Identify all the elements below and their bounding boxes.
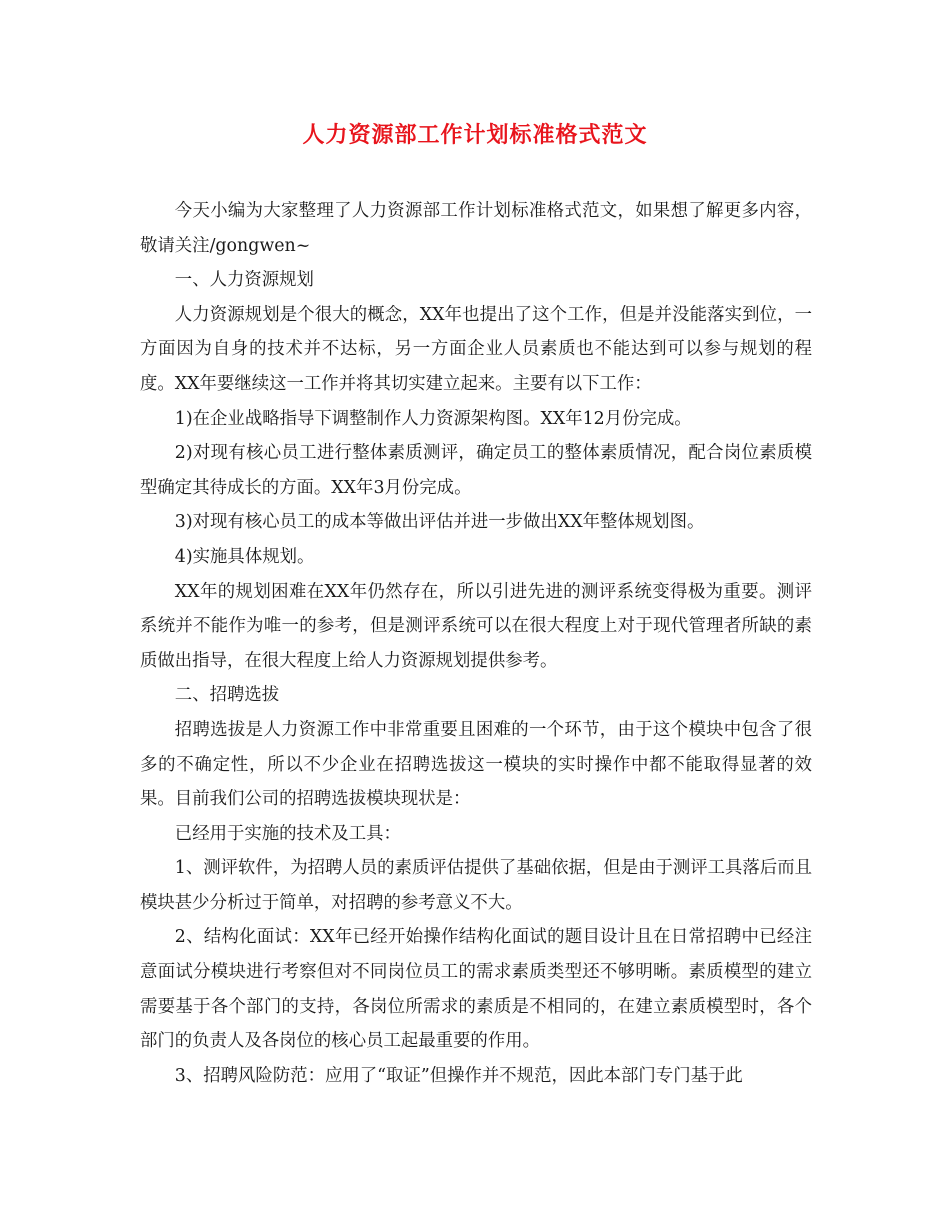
body-paragraph: XX年的规划困难在XX年仍然存在，所以引进先进的测评系统变得极为重要。测评系统并不能作为唯一的参考，但是测评系统可以在很大程度上对于现代管理者所缺的素质做出指导，在很大程度上给人力资源规划提供参考。 — [140, 581, 812, 671]
intro-paragraph: 今天小编为大家整理了人力资源部工作计划标准格式范文，如果想了解更多内容，敬请关注/gongwen~ — [140, 201, 812, 256]
section-heading-recruitment: 二、招聘选拔 — [174, 685, 280, 706]
document-title: 人力资源部工作计划标准格式范文 — [302, 122, 648, 148]
document-body — [140, 194, 812, 1093]
body-paragraph: 人力资源规划是个很大的概念，XX年也提出了这个工作，但是并没能落实到位，一方面因为自身的技术并不达标，另一方面企业人员素质也不能达到可以参与规划的程度。XX年要继续这一工作并将其切实建立起来。主要有以下工作： — [140, 304, 812, 394]
list-item: 2)对现有核心员工进行整体素质测评，确定员工的整体素质情况，配合岗位素质模型确定其待成长的方面。XX年3月份完成。 — [140, 443, 812, 498]
list-item: 1)在企业战略指导下调整制作人力资源架构图。XX年12月份完成。 — [174, 408, 692, 429]
body-paragraph: 招聘选拔是人力资源工作中非常重要且困难的一个环节，由于这个模块中包含了很多的不确定性，所以不少企业在招聘选拔这一模块的实时操作中都不能取得显著的效果。目前我们公司的招聘选拔模块现状是： — [140, 719, 812, 810]
list-item: 4)实施具体规划。 — [174, 546, 315, 567]
list-item: 1、测评软件，为招聘人员的素质评估提供了基础依据，但是由于测评工具落后而且模块甚少分析过于简单，对招聘的参考意义不大。 — [140, 858, 812, 913]
body-paragraph: 已经用于实施的技术及工具： — [174, 823, 401, 844]
list-item: 3)对现有核心员工的成本等做出评估并进一步做出XX年整体规划图。 — [174, 512, 705, 533]
list-item: 2、结构化面试：XX年已经开始操作结构化面试的题目设计且在日常招聘中已经注意面试分模块进行考察但对不同岗位员工的需求素质类型还不够明晰。素质模型的建立需要基于各个部门的支持，各岗位所需求的素质是不相同的，在建立素质模型时，各个部门的负责人及各岗位的核心员工起最重要的作用。 — [140, 927, 812, 1052]
section-heading-hr-planning: 一、人力资源规划 — [174, 270, 314, 291]
list-item: 3、招聘风险防范：应用了“取证”但操作并不规范，因此本部门专门基于此 — [174, 1065, 743, 1086]
